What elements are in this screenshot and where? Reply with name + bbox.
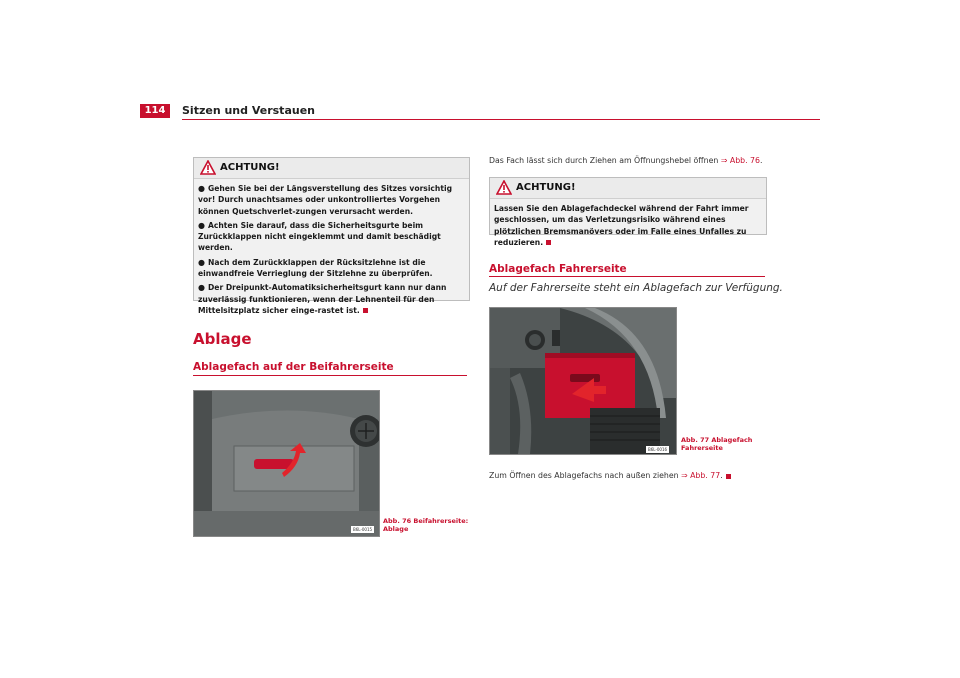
figure-code: B6L-0016: [648, 447, 668, 452]
figure-driver-glovebox: [489, 307, 677, 455]
header-divider: [182, 119, 820, 120]
subsection-divider: [193, 375, 467, 376]
warning-title: ACHTUNG!: [220, 162, 280, 173]
driver-compartment-illustration: [490, 308, 676, 454]
warning-body: [490, 199, 766, 255]
subsection-divider: [489, 276, 765, 277]
glovebox-open-text: Das Fach lässt sich durch Ziehen am Öffnungshebel öffnen ⇒ Abb. 76.: [489, 156, 763, 165]
end-marker: [363, 308, 368, 313]
warning-box-seat: [193, 157, 470, 315]
warning-box-glovebox: [489, 177, 767, 247]
page-number: 114: [140, 104, 170, 118]
warning-body: [194, 179, 469, 323]
warning-text: Lassen Sie den Ablagefachdeckel während der Fahrt immer geschlossen, um das Verletzungsrisiko während eines plötzlichen Bremsmanövers oder im Falle eines Unfalles zu reduzieren.: [494, 204, 749, 247]
figure-caption: Abb. 77 Ablagefach Fahrerseite: [681, 436, 753, 452]
warning-triangle-icon: [496, 180, 512, 195]
subsection-heading-driver: Ablagefach Fahrerseite: [489, 263, 627, 275]
driver-intro-text: Auf der Fahrerseite steht ein Ablagefach zur Verfügung.: [489, 282, 783, 294]
warning-title: ACHTUNG!: [516, 182, 576, 193]
end-marker: [726, 474, 731, 479]
warning-item: ● Gehen Sie bei der Längsverstellung des Sitzes vorsichtig vor! Durch unachtsames oder unkontrolliertes Vorgehen können Quetschverlet-zungen verursacht werden.: [198, 184, 453, 216]
subsection-heading: Ablagefach auf der Beifahrerseite: [193, 361, 394, 373]
section-title: Sitzen und Verstauen: [182, 104, 315, 117]
figure-passenger-glovebox: [193, 390, 380, 537]
chapter-heading: Ablage: [193, 330, 252, 348]
figure-code: B6L-0015: [353, 527, 373, 532]
warning-item: ● Der Dreipunkt-Automatiksicherheitsgurt kann nur dann zuverlässig funktionieren, wenn der Lehnenteil für den Mittelsitzplatz sicher einge-rastet ist.: [198, 283, 447, 315]
warning-header: [194, 158, 469, 179]
warning-triangle-icon: [200, 160, 216, 175]
warning-item: ● Achten Sie darauf, dass die Sicherheitsgurte beim Zurückklappen nicht eingeklemmt und damit beschädigt werden.: [198, 220, 441, 253]
end-marker: [546, 240, 551, 245]
driver-open-text: Zum Öffnen des Ablagefachs nach außen ziehen ⇒ Abb. 77.: [489, 470, 769, 481]
warning-header: [490, 178, 766, 199]
figure-reference[interactable]: ⇒ Abb. 77: [681, 471, 721, 480]
warning-item: ● Nach dem Zurückklappen der Rücksitzlehne ist die einwandfreie Verrieglung der Sitzlehne zu überprüfen.: [198, 257, 433, 279]
glovebox-illustration: [194, 391, 379, 536]
figure-reference[interactable]: ⇒ Abb. 76: [720, 156, 760, 165]
figure-caption: Abb. 76 Beifahrerseite: Ablage: [383, 517, 469, 533]
